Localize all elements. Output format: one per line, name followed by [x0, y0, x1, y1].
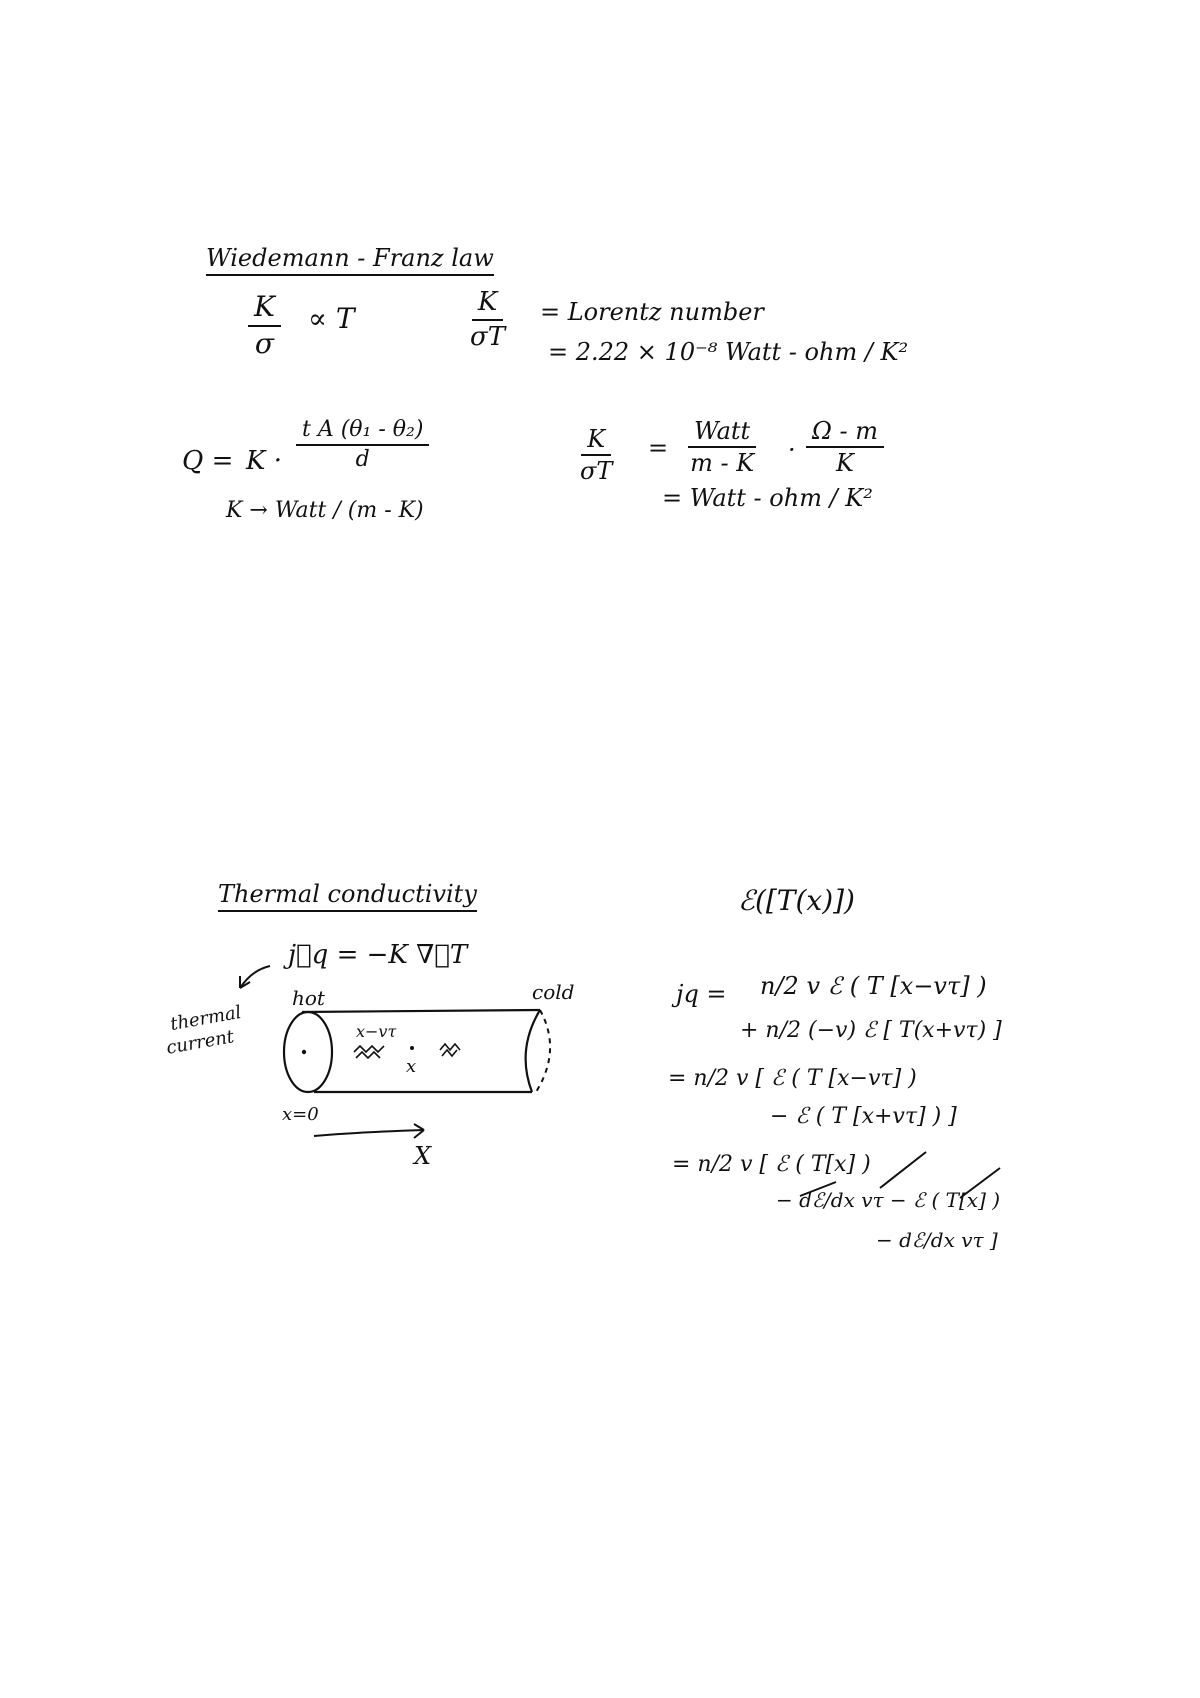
- derivation-line-5: = n/2 v [ ℰ ( T[x] ): [672, 1152, 871, 1177]
- position-dot-x: [410, 1046, 414, 1050]
- label-x-position: x: [406, 1056, 417, 1077]
- fraction-numerator: K: [248, 292, 281, 327]
- lorentz-number-value: = 2.22 × 10⁻⁸ Watt - ohm / K²: [548, 338, 909, 366]
- derivation-line-2: + n/2 (−v) ℰ [ T(x+vτ) ]: [740, 1018, 1002, 1043]
- fraction-numerator: K: [472, 288, 503, 321]
- cylinder-left-end: [284, 1012, 332, 1092]
- fraction-denominator: σ: [254, 326, 275, 360]
- fraction-numerator: t A (θ₁ - θ₂): [296, 418, 429, 446]
- fraction-numerator: K: [581, 426, 611, 456]
- fraction-denominator: d: [355, 447, 370, 473]
- label-axis-x: X: [414, 1142, 432, 1170]
- fraction-denominator: σT: [580, 457, 613, 486]
- thermal-current-equation: j⃗q = −K ∇⃗T: [288, 940, 468, 970]
- strike-through-1: [880, 1152, 926, 1188]
- heat-equation-k: K ·: [246, 446, 282, 476]
- fraction-denominator: σT: [470, 321, 506, 352]
- derivation-line-6: − dℰ/dx vτ − ℰ ( T[x] ): [776, 1188, 1001, 1212]
- cylinder-right-end-back: [536, 1010, 550, 1092]
- heat-equation-lhs: Q =: [182, 446, 234, 476]
- x-axis-arrow: [314, 1130, 424, 1136]
- label-current: current: [164, 1026, 236, 1059]
- label-x-zero: x=0: [282, 1104, 319, 1125]
- energy-function: ℰ([T(x)]): [738, 884, 855, 917]
- k-unit-watt-per-m-k: K → Watt / (m - K): [226, 498, 424, 523]
- derivation-line-4: − ℰ ( T [x+vτ] ) ]: [770, 1104, 957, 1129]
- lorentz-number-text: = Lorentz number: [540, 298, 764, 326]
- label-thermal: thermal: [168, 1001, 243, 1036]
- fraction-denominator: K: [836, 449, 854, 478]
- units-equals: =: [648, 434, 669, 462]
- section-title-thermal-conductivity: Thermal conductivity: [218, 880, 477, 912]
- derivation-line-1-rhs: n/2 v ℰ ( T [x−vτ] ): [760, 972, 987, 1000]
- derivation-line-1-lhs: jq =: [676, 980, 727, 1008]
- cylinder-center-dot: [302, 1050, 306, 1054]
- derivation-line-3: = n/2 v [ ℰ ( T [x−vτ] ): [668, 1066, 917, 1091]
- proportional-to-t: ∝ T: [308, 302, 355, 335]
- units-dot: ·: [788, 436, 796, 464]
- fraction-denominator: m - K: [690, 449, 755, 478]
- section-title-wiedemann-franz: Wiedemann - Franz law: [206, 244, 494, 276]
- label-x-minus-v-tau: x−vτ: [356, 1022, 397, 1041]
- units-result: = Watt - ohm / K²: [662, 484, 873, 512]
- cylinder-right-end-front: [526, 1010, 540, 1092]
- fraction-numerator: Watt: [688, 418, 756, 448]
- scribble-particle-left: [354, 1046, 384, 1058]
- cylinder-top-edge: [302, 1010, 540, 1012]
- fraction-numerator: Ω - m: [806, 418, 884, 448]
- label-hot: hot: [292, 986, 325, 1010]
- scribble-particle-right: [440, 1044, 460, 1056]
- label-cold: cold: [532, 980, 575, 1004]
- derivation-line-7: − dℰ/dx vτ ]: [876, 1228, 998, 1252]
